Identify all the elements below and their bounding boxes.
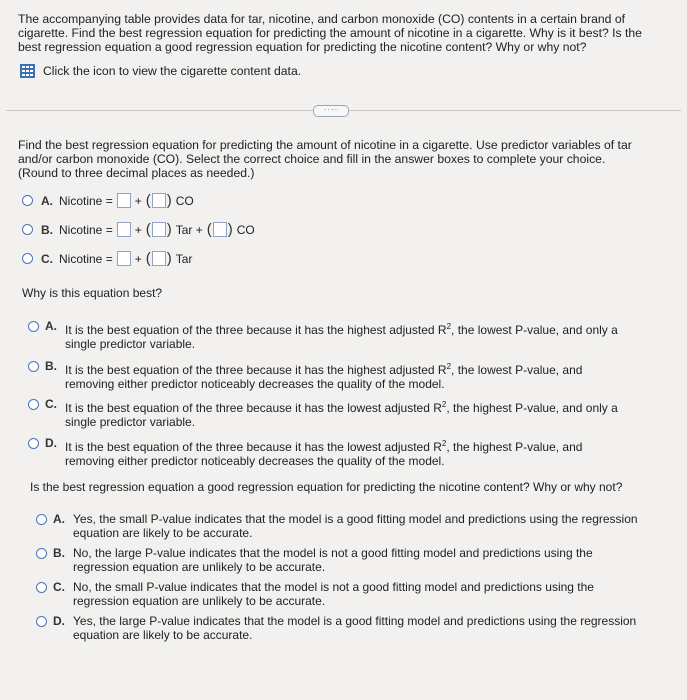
co-coefficient-input[interactable] — [213, 222, 227, 237]
option-letter: A. — [53, 512, 65, 526]
coefficient-group: ( ) — [145, 192, 172, 209]
part3-option-d[interactable] — [36, 615, 643, 642]
part2-option-a[interactable] — [28, 320, 635, 351]
plus-sign: + — [134, 251, 142, 266]
option-letter: C. — [41, 251, 53, 266]
plus-sign: + — [134, 222, 142, 237]
part3-question: Is the best regression equation a good regression equation for predicting the nicotine content? Why or why not? — [30, 480, 623, 494]
equation-lhs: Nicotine = — [59, 193, 113, 208]
part1-option-c[interactable] — [22, 251, 192, 266]
part1-option-c-radio[interactable] — [22, 253, 33, 264]
variable-label: Tar — [175, 251, 193, 266]
part1-instructions — [18, 138, 668, 180]
option-letter: A. — [45, 319, 57, 333]
coefficient-group: ( ) — [145, 221, 172, 238]
intercept-input[interactable] — [117, 222, 131, 237]
coefficient-group: ( ) — [145, 250, 172, 267]
part3-option-c[interactable] — [36, 581, 643, 608]
equation-lhs: Nicotine = — [59, 222, 113, 237]
option-text: It is the best equation of the three because it has the highest adjusted $R^2$, the lowest P-value, and only a single predictor variable. — [65, 322, 618, 351]
option-text: It is the best equation of the three because it has the highest adjusted $R^2$, the lowest P-value, and removing either predictor noticeably decreases the quality of the model. — [65, 362, 583, 391]
intercept-input[interactable] — [117, 251, 131, 266]
co-coefficient-input[interactable] — [152, 193, 166, 208]
part3-option-a-radio[interactable] — [36, 514, 47, 525]
option-letter: C. — [45, 397, 57, 411]
part2-option-d-radio[interactable] — [28, 438, 39, 449]
part3-option-b-radio[interactable] — [36, 548, 47, 559]
option-text: No, the small P-value indicates that the model is not a good fitting model and predictions using the regression equation are unlikely to be accurate. — [73, 580, 594, 608]
part1-option-b-radio[interactable] — [22, 224, 33, 235]
option-letter: B. — [53, 546, 65, 560]
part3-option-a[interactable] — [36, 513, 643, 540]
option-text: No, the large P-value indicates that the model is not a good fitting model and predictions using the regression equation are unlikely to be accurate. — [73, 546, 593, 574]
data-table-icon[interactable] — [20, 64, 35, 78]
part1-option-a[interactable] — [22, 193, 194, 208]
plus-sign: + — [134, 193, 142, 208]
data-table-link[interactable] — [20, 64, 301, 78]
option-letter: C. — [53, 580, 65, 594]
option-text: Yes, the large P-value indicates that the model is a good fitting model and predictions using the regression equation are likely to be accurate. — [73, 614, 637, 642]
part2-option-c-radio[interactable] — [28, 399, 39, 410]
data-table-link-label[interactable]: Click the icon to view the cigarette content data. — [43, 64, 302, 78]
part1-option-b[interactable] — [22, 222, 255, 237]
part2-question: Why is this equation best? — [22, 286, 163, 300]
option-text: Yes, the small P-value indicates that the model is a good fitting model and predictions using the regression equation are likely to be accurate. — [73, 512, 638, 540]
part3-option-b[interactable] — [36, 547, 643, 574]
option-letter: A. — [41, 193, 53, 208]
problem-statement: The accompanying table provides data for tar, nicotine, and carbon monoxide (CO) contents in a certain brand of cigarette. Find the best regression equation for predicting the amount of nicotine in a cigarette. Why is it best? Is the best regression equation a good regression equation for predicting the nicotine content? Why or why not? — [18, 12, 642, 54]
coefficient-group: ( ) — [206, 221, 233, 238]
part2-option-c[interactable] — [28, 398, 635, 429]
part1-round-note: (Round to three decimal places as needed.) — [18, 166, 255, 180]
part2-option-d[interactable] — [28, 437, 635, 468]
variable-label: CO — [236, 222, 255, 237]
option-letter: D. — [45, 436, 57, 450]
part3-option-c-radio[interactable] — [36, 582, 47, 593]
option-letter: D. — [53, 614, 65, 628]
expand-more-button[interactable]: ···· — [313, 105, 349, 117]
tar-coefficient-input[interactable] — [152, 251, 166, 266]
tar-coefficient-input[interactable] — [152, 222, 166, 237]
part1-instructions-text: Find the best regression equation for predicting the amount of nicotine in a cigarette. Use predictor variables of tar and/or carbon monoxide (CO). Select the correct choice and fill in the answer boxes to complete your choice. — [18, 138, 632, 166]
variable-label: Tar + — [175, 222, 203, 237]
variable-label: CO — [175, 193, 194, 208]
equation-lhs: Nicotine = — [59, 251, 113, 266]
option-letter: B. — [45, 359, 57, 373]
intercept-input[interactable] — [117, 193, 131, 208]
part2-option-b[interactable] — [28, 360, 635, 391]
part3-option-d-radio[interactable] — [36, 616, 47, 627]
part2-option-a-radio[interactable] — [28, 321, 39, 332]
option-text: It is the best equation of the three because it has the lowest adjusted $R^2$, the highest P-value, and only a single predictor variable. — [65, 400, 618, 429]
option-letter: B. — [41, 222, 53, 237]
part1-option-a-radio[interactable] — [22, 195, 33, 206]
part2-option-b-radio[interactable] — [28, 361, 39, 372]
option-text: It is the best equation of the three because it has the lowest adjusted $R^2$, the highest P-value, and removing either predictor noticeably decreases the quality of the model. — [65, 439, 583, 468]
